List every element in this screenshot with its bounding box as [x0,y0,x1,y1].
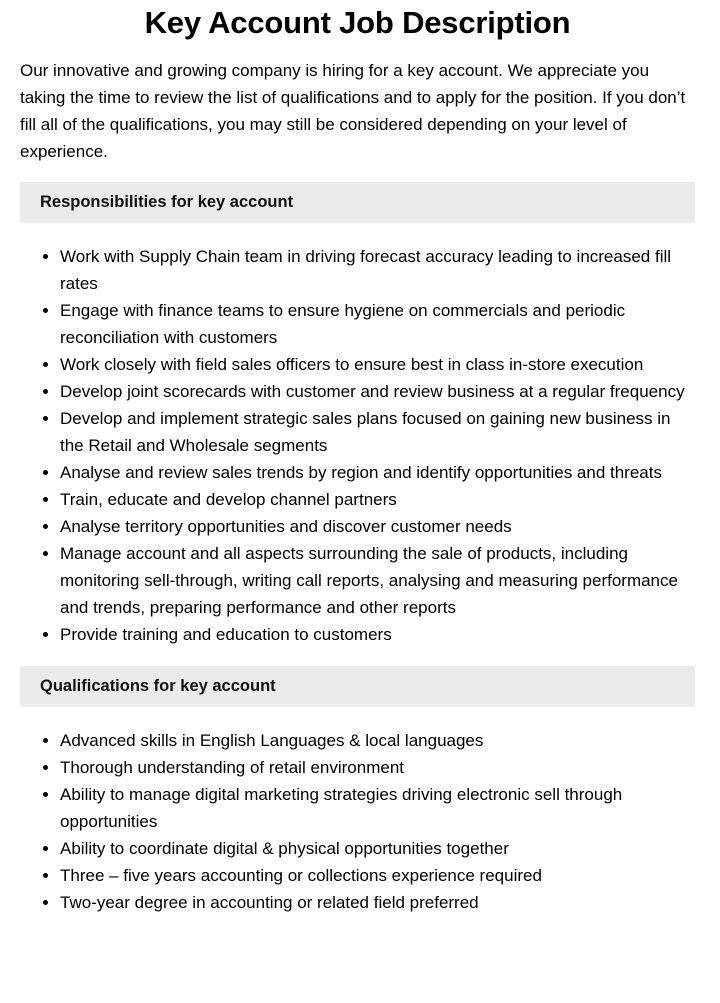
list-item: • Ability to manage digital marketing strategies driving electronic sell through opportunities [60,781,695,835]
list-item: • Train, educate and develop channel partners [60,486,695,513]
list-item: • Three – five years accounting or collections experience required [60,862,695,889]
list-item: • Analyse and review sales trends by region and identify opportunities and threats [60,459,695,486]
list-item: • Work closely with field sales officers to ensure best in class in-store execution [60,351,695,378]
list-item: • Develop joint scorecards with customer and review business at a regular frequency [60,378,695,405]
list-item: • Engage with finance teams to ensure hygiene on commercials and periodic reconciliation with customers [60,297,695,351]
list-item: • Provide training and education to customers [60,621,695,648]
list-item: • Work with Supply Chain team in driving forecast accuracy leading to increased fill rates [60,243,695,297]
responsibilities-list [20,243,695,648]
list-item: • Two-year degree in accounting or related field preferred [60,889,695,916]
list-item: • Develop and implement strategic sales plans focused on gaining new business in the Retail and Wholesale segments [60,405,695,459]
list-item: • Advanced skills in English Languages & local languages [60,727,695,754]
list-item: • Analyse territory opportunities and discover customer needs [60,513,695,540]
qualifications-heading: Qualifications for key account [20,666,695,707]
page-title: Key Account Job Description [144,5,571,40]
list-item: • Manage account and all aspects surrounding the sale of products, including monitoring sell-through, writing call reports, analysing and measuring performance and trends, preparing performance and other reports [60,540,695,621]
list-item: • Thorough understanding of retail environment [60,754,695,781]
responsibilities-heading: Responsibilities for key account [20,182,695,223]
intro-paragraph: Our innovative and growing company is hiring for a key account. We appreciate you taking the time to review the list of qualifications and to apply for the position. If you don’t fill all of the qualifications, you may still be considered depending on your level of experience. [20,61,686,161]
qualifications-list [20,727,695,916]
list-item: • Ability to coordinate digital & physical opportunities together [60,835,695,862]
